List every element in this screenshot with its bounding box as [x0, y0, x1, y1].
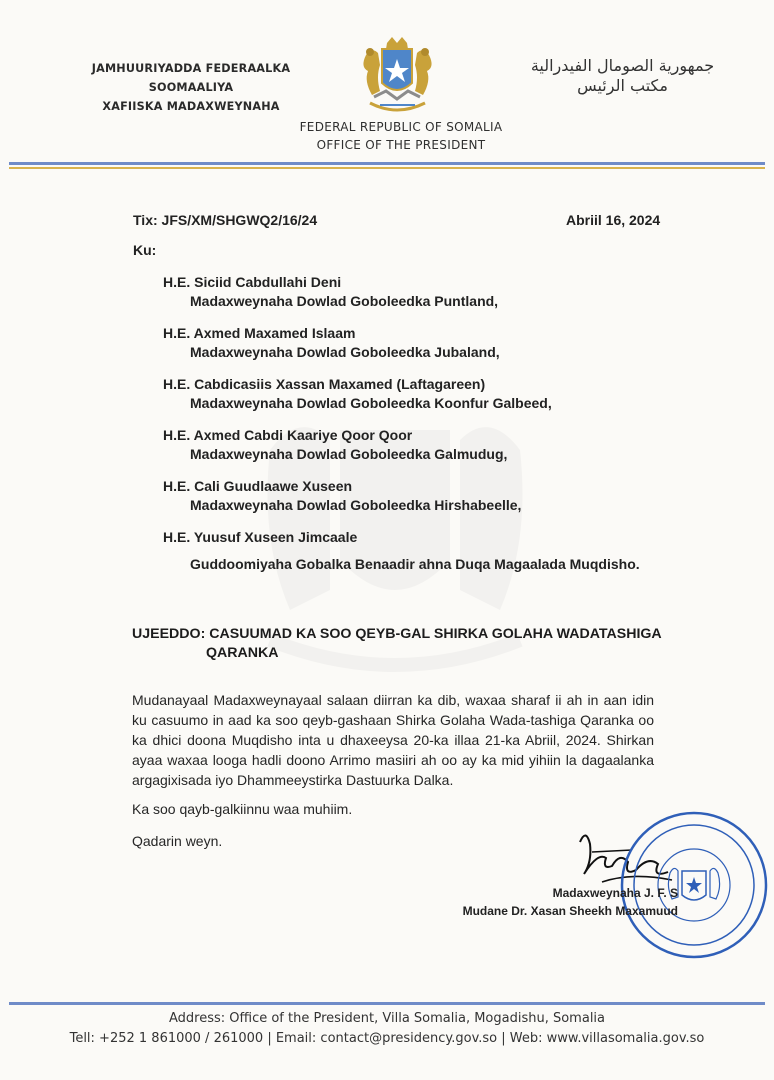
to-label: Ku:	[133, 242, 157, 258]
footer-address: Address: Office of the President, Villa Somalia, Mogadishu, Somalia	[168, 1011, 606, 1026]
recipient-role: Guddoomiyaha Gobalka Benaadir ahna Duqa Magaalada Muqdisho.	[190, 556, 640, 572]
header-arabic-line2: مكتب الرئيس	[577, 76, 668, 95]
signer-title: Madaxweynaha J. F. S	[552, 886, 678, 900]
header-english-line2: OFFICE OF THE PRESIDENT	[316, 138, 486, 152]
recipient-name: H.E. Axmed Cabdi Kaariye Qoor Qoor	[163, 427, 413, 443]
recipient	[163, 426, 683, 464]
recipient-role: Madaxweynaha Dowlad Goboleedka Koonfur Galbeed,	[190, 395, 552, 411]
signer-block	[420, 884, 678, 920]
header-arabic	[500, 56, 745, 96]
recipient	[163, 324, 683, 362]
recipient	[163, 477, 683, 515]
footer-contacts: Tell: +252 1 861000 / 261000 | Email: contact@presidency.gov.so | Web: www.villasomalia.gov.so	[69, 1031, 705, 1046]
recipient-name: H.E. Axmed Maxamed Islaam	[163, 325, 356, 341]
header-english	[270, 118, 532, 154]
reference-number: Tix: JFS/XM/SHGWQ2/16/24	[133, 212, 318, 228]
header-somali	[56, 59, 326, 116]
recipient-role: Madaxweynaha Dowlad Goboleedka Jubaland,	[190, 344, 500, 360]
signer-name: Mudane Dr. Xasan Sheekh Maxamuud	[462, 904, 678, 918]
header-english-line1: FEDERAL REPUBLIC OF SOMALIA	[299, 120, 503, 134]
recipient-name: H.E. Cali Guudlaawe Xuseen	[163, 478, 353, 494]
subject-line	[132, 625, 692, 663]
header-divider	[9, 162, 765, 170]
somalia-coat-of-arms-icon	[350, 37, 445, 115]
recipient	[163, 273, 683, 311]
letter-body: Mudanayaal Madaxweynayaal salaan diirran ka dib, waxaa sharaf ii ah in aan idin ku casuumo in aad ka soo qeyb-gashaan Shirka Golaha Wada-tashiga Qaranka oo ka dhici doona Muqdisho inta u dhaxeeysa 20-ka illaa 21-ka Abriil, 2024. Shirkan ayaa waxaa looga hadli doono Arrimo masiiri ah oo ay ka mid yihiin la dagaalanka argagixisada iyo Dhammeeystirka Dastuurka Dalka.	[132, 692, 654, 788]
recipient-name: H.E. Cabdicasiis Xassan Maxamed (Laftagareen)	[163, 376, 486, 392]
recipient-name: H.E. Yuusuf Xuseen Jimcaale	[163, 529, 358, 545]
recipient-name: H.E. Siciid Cabdullahi Deni	[163, 274, 342, 290]
header-somali-line2: XAFIISKA MADAXWEYNAHA	[102, 100, 280, 113]
header-arabic-line1: جمهورية الصومال الفيدرالية	[530, 56, 715, 75]
letter-date: Abriil 16, 2024	[566, 212, 661, 228]
header-somali-line1: JAMHUURIYADDA FEDERAALKA SOOMAALIYA	[91, 62, 291, 94]
recipient-role: Madaxweynaha Dowlad Goboleedka Puntland,	[190, 293, 499, 309]
recipient	[163, 375, 683, 413]
recipient	[163, 528, 683, 574]
closing-line: Ka soo qayb-galkiinnu waa muhiim.	[132, 801, 353, 817]
subject-line2: QARANKA	[206, 645, 279, 661]
subject-line1: UJEEDDO: CASUUMAD KA SOO QEYB-GAL SHIRKA GOLAHA WADATASHIGA	[132, 626, 662, 642]
footer-divider	[9, 1002, 765, 1005]
recipient-role: Madaxweynaha Dowlad Goboleedka Hirshabeelle,	[190, 497, 522, 513]
closing-regards: Qadarin weyn.	[132, 833, 223, 849]
recipient-role: Madaxweynaha Dowlad Goboleedka Galmudug,	[190, 446, 508, 462]
